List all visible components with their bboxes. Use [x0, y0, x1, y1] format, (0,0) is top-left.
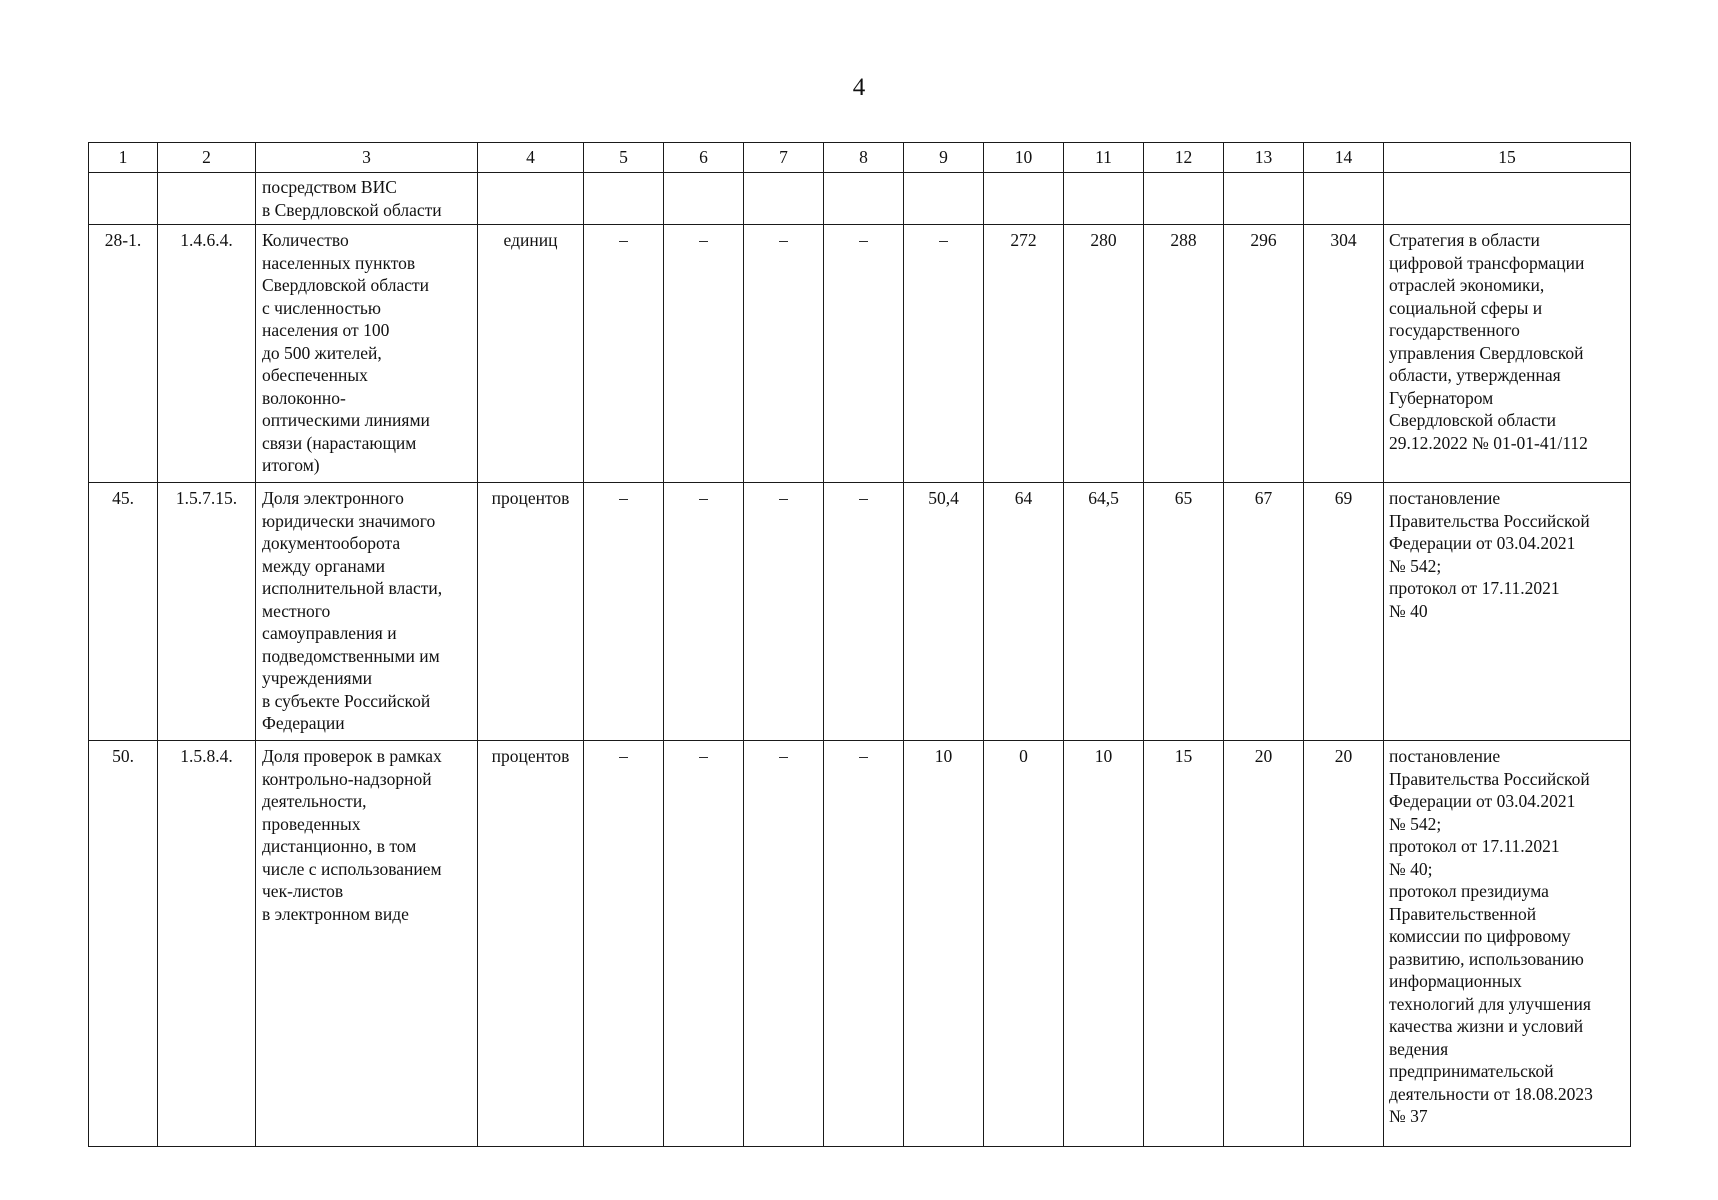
value-cell: 20 [1304, 741, 1384, 1147]
value-cell: 50,4 [904, 483, 984, 741]
column-number: 7 [744, 143, 824, 173]
value-cell: – [744, 741, 824, 1147]
table-cell [1064, 173, 1144, 225]
indicator-description: Количество населенных пунктов Свердловской области с численностью населения от 100 до 500 жителей, обеспеченных волоконно- оптическими линиями связи (нарастающим итогом) [256, 225, 478, 483]
column-number: 3 [256, 143, 478, 173]
table-cell [664, 173, 744, 225]
column-number-row [89, 143, 1631, 173]
unit: процентов [478, 483, 584, 741]
value-cell: – [824, 483, 904, 741]
table-cell [158, 173, 256, 225]
value-cell: – [824, 225, 904, 483]
unit: процентов [478, 741, 584, 1147]
table-cell [1144, 173, 1224, 225]
column-number: 9 [904, 143, 984, 173]
table-cell [984, 173, 1064, 225]
table-cell [904, 173, 984, 225]
value-cell: 272 [984, 225, 1064, 483]
table-cell [478, 173, 584, 225]
column-number: 1 [89, 143, 158, 173]
value-cell: 296 [1224, 225, 1304, 483]
source-document: Стратегия в области цифровой трансформации отраслей экономики, социальной сферы и государственного управления Свердловской области, утвержденная Губернатором Свердловской области 29.12.2022 № 01-01-41/112 [1384, 225, 1631, 483]
value-cell: 304 [1304, 225, 1384, 483]
continuation-text: посредством ВИС в Свердловской области [256, 173, 478, 225]
value-cell: 0 [984, 741, 1064, 1147]
row-number: 28-1. [89, 225, 158, 483]
column-number: 10 [984, 143, 1064, 173]
table-row [89, 225, 1631, 483]
table-cell [744, 173, 824, 225]
indicator-code: 1.5.7.15. [158, 483, 256, 741]
value-cell: 65 [1144, 483, 1224, 741]
value-cell: 69 [1304, 483, 1384, 741]
table-cell [1384, 173, 1631, 225]
indicators-table [88, 142, 1631, 1147]
value-cell: – [584, 741, 664, 1147]
indicator-code: 1.5.8.4. [158, 741, 256, 1147]
value-cell: 10 [904, 741, 984, 1147]
table-row [89, 483, 1631, 741]
source-document: постановление Правительства Российской Федерации от 03.04.2021 № 542; протокол от 17.11.2021 № 40 [1384, 483, 1631, 741]
table-cell [824, 173, 904, 225]
value-cell: 10 [1064, 741, 1144, 1147]
table-cell [89, 173, 158, 225]
value-cell: 20 [1224, 741, 1304, 1147]
row-number: 50. [89, 741, 158, 1147]
table-cell [1224, 173, 1304, 225]
value-cell: – [664, 483, 744, 741]
table-cell [584, 173, 664, 225]
value-cell: – [824, 741, 904, 1147]
value-cell: – [584, 225, 664, 483]
page-number: 4 [852, 74, 866, 101]
value-cell: 280 [1064, 225, 1144, 483]
table-cell [1304, 173, 1384, 225]
value-cell: – [744, 483, 824, 741]
unit: единиц [478, 225, 584, 483]
value-cell: – [664, 741, 744, 1147]
column-number: 15 [1384, 143, 1631, 173]
indicator-code: 1.4.6.4. [158, 225, 256, 483]
value-cell: 64,5 [1064, 483, 1144, 741]
value-cell: – [744, 225, 824, 483]
value-cell: 15 [1144, 741, 1224, 1147]
source-document: постановление Правительства Российской Федерации от 03.04.2021 № 542; протокол от 17.11.2021 № 40; протокол президиума Правительственной комиссии по цифровому развитию, использованию информационных технологий для улучшения качества жизни и условий ведения предпринимательской деятельности от 18.08.2023 № 37 [1384, 741, 1631, 1147]
column-number: 11 [1064, 143, 1144, 173]
row-number: 45. [89, 483, 158, 741]
indicator-description: Доля электронного юридически значимого документооборота между органами исполнительной власти, местного самоуправления и подведомственными им учреждениями в субъекте Российской Федерации [256, 483, 478, 741]
value-cell: 67 [1224, 483, 1304, 741]
value-cell: – [904, 225, 984, 483]
column-number: 4 [478, 143, 584, 173]
column-number: 5 [584, 143, 664, 173]
continuation-row [89, 173, 1631, 225]
column-number: 13 [1224, 143, 1304, 173]
table-row [89, 741, 1631, 1147]
indicator-description: Доля проверок в рамках контрольно-надзорной деятельности, проведенных дистанционно, в том числе с использованием чек-листов в электронном виде [256, 741, 478, 1147]
value-cell: – [584, 483, 664, 741]
column-number: 14 [1304, 143, 1384, 173]
value-cell: – [664, 225, 744, 483]
column-number: 8 [824, 143, 904, 173]
column-number: 12 [1144, 143, 1224, 173]
value-cell: 64 [984, 483, 1064, 741]
value-cell: 288 [1144, 225, 1224, 483]
column-number: 2 [158, 143, 256, 173]
column-number: 6 [664, 143, 744, 173]
